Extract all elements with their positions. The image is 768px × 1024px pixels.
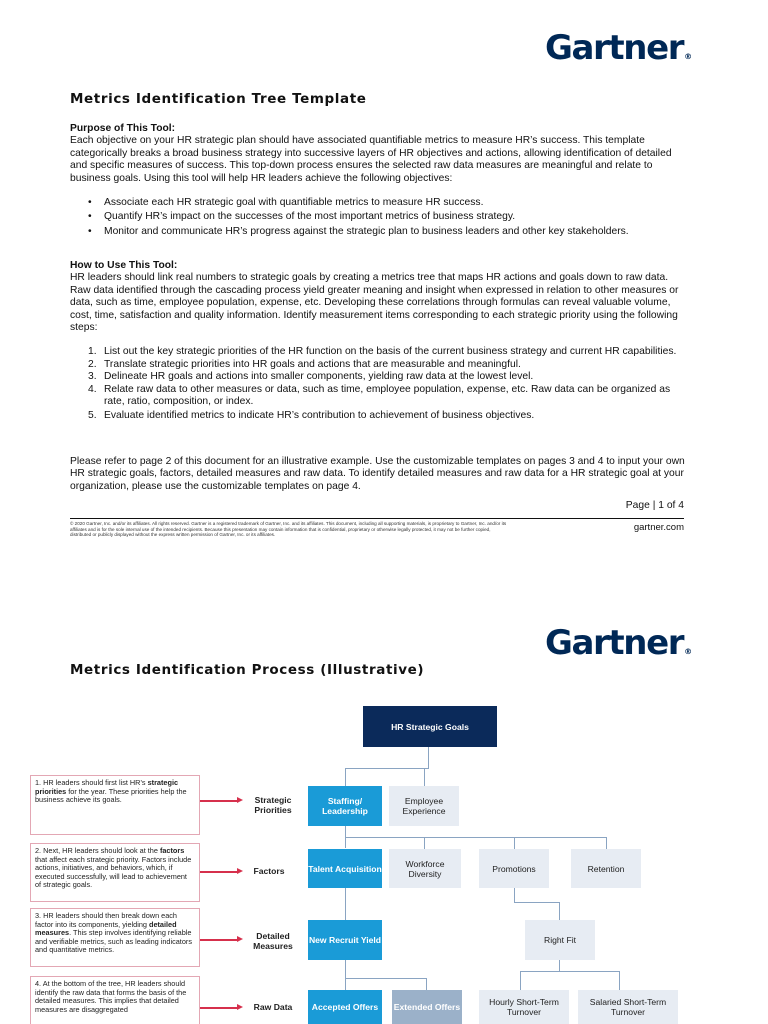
list-item bbox=[70, 371, 685, 383]
connector-line bbox=[345, 978, 427, 979]
list-item: • Associate each HR strategic goal with quantifiable metrics to measure HR success. bbox=[70, 197, 685, 209]
step-number: 3. bbox=[88, 371, 97, 383]
salaried-turnover-box: Salaried Short-Term Turnover bbox=[578, 990, 678, 1024]
list-item: • Monitor and communicate HR’s progress against the strategic plan to business leaders and other key stakeholders. bbox=[70, 226, 685, 238]
employee-experience-box: Employee Experience bbox=[389, 786, 459, 826]
note-text: that affect each strategic priority. Factors include actions, initiatives, and behaviors, which, if executed successfully, will lead to achievement of strategic goals. bbox=[35, 854, 192, 890]
step-number: 2. bbox=[88, 358, 97, 370]
note-text: for the year. These priorities help the business achieve its goals. bbox=[35, 786, 187, 805]
hr-strategic-goals-box: HR Strategic Goals bbox=[363, 706, 497, 747]
note-text: 1. HR leaders should first list HR’s bbox=[35, 778, 148, 787]
step-text: Delineate HR goals and actions into smaller components, yielding raw data at the lowest level. bbox=[104, 371, 534, 383]
connector-line bbox=[428, 747, 429, 769]
footer-site-link[interactable]: gartner.com bbox=[633, 522, 684, 533]
staffing-leadership-box: Staffing/ Leadership bbox=[308, 786, 382, 826]
step-number: 1. bbox=[88, 346, 97, 358]
arrow-icon bbox=[200, 1007, 238, 1009]
arrow-icon bbox=[200, 871, 238, 873]
list-item bbox=[70, 346, 685, 358]
gartner-logo bbox=[545, 28, 691, 68]
step-text: Evaluate identified metrics to indicate HR’s contribution to achievement of business objectives. bbox=[104, 410, 535, 422]
objectives-list bbox=[70, 197, 685, 238]
note-bold-term: strategic priorities bbox=[35, 778, 179, 796]
note-text: 3. HR leaders should then break down each factor into its components, yielding bbox=[35, 911, 177, 929]
connector-line bbox=[514, 837, 515, 849]
closing-text: Please refer to page 2 of this document for an illustrative example. Use the customizable templates on pages 3 and 4 to input your own HR strategic goals, factors, detailed measures and raw data. To identify detailed measures and raw data for a HR strategic goal at your organization, please use the customizable templates on page 4. bbox=[70, 456, 685, 492]
how-text: HR leaders should link real numbers to strategic goals by creating a metrics tree that maps HR actions and goals down to raw data. Raw data identified through the cascading process yield greater meaning and insight when expressed in relation to other measures or data, such as time, employee population, expense, etc. Developing these correlations through formulas can reveal valuable volume, cost, time, satisfaction and quality information. Identify measurement items corresponding to each strategic priority using the following steps: bbox=[70, 272, 679, 334]
step-note-strategic bbox=[30, 775, 200, 835]
list-item: • Quantify HR’s impact on the successes of the most important metrics of business strategy. bbox=[70, 211, 685, 223]
logo-text: Gartner bbox=[545, 623, 684, 663]
page-title: Metrics Identification Tree Template bbox=[70, 91, 367, 107]
steps-list bbox=[70, 346, 685, 422]
connector-line bbox=[345, 837, 607, 838]
hourly-turnover-box: Hourly Short-Term Turnover bbox=[479, 990, 569, 1024]
purpose-text: Each objective on your HR strategic plan should have associated quantifiable metrics to measure HR’s success. This template categorically breaks a broad business strategy into successive layers of HR objectives and actions, allowing identification of detailed and specific measures of success. This top-down process ensures the selected raw data measures are meaningful and relate to business goals. Using this tool will help HR leaders achieve the following objectives: bbox=[70, 135, 672, 184]
arrow-icon bbox=[200, 939, 238, 941]
step-note-detailed bbox=[30, 908, 200, 967]
right-fit-box: Right Fit bbox=[525, 920, 595, 960]
step-note-factors bbox=[30, 843, 200, 902]
purpose-section bbox=[70, 123, 685, 238]
retention-box: Retention bbox=[571, 849, 641, 888]
note-text: . This step involves identifying reliable and verifiable metrics, such as leading indicators and quantitative metrics. bbox=[35, 928, 192, 955]
connector-line bbox=[619, 971, 620, 990]
footer-divider bbox=[70, 518, 684, 519]
workforce-diversity-box: Workforce Diversity bbox=[389, 849, 461, 888]
step-number: 5. bbox=[88, 410, 97, 422]
connector-line bbox=[345, 768, 428, 769]
connector-line bbox=[520, 971, 521, 990]
row-label-factors: Factors bbox=[253, 866, 285, 876]
logo-registered-mark: ® bbox=[684, 647, 691, 656]
connector-line bbox=[345, 888, 346, 920]
step-text: List out the key strategic priorities of the HR function on the basis of the current business strategy and current HR capabilities. bbox=[104, 346, 677, 358]
page-title: Metrics Identification Process (Illustrative) bbox=[70, 662, 425, 678]
connector-line bbox=[520, 971, 620, 972]
note-text: 4. At the bottom of the tree, HR leaders should identify the raw data that forms the basis of the detailed measures. This implies that detailed measures are disaggregated bbox=[35, 979, 187, 1014]
arrow-icon bbox=[200, 800, 238, 802]
connector-line bbox=[606, 837, 607, 849]
connector-line bbox=[345, 960, 346, 990]
list-item bbox=[70, 384, 685, 409]
note-text: 2. Next, HR leaders should look at the bbox=[35, 846, 160, 855]
step-note-raw-data bbox=[30, 976, 200, 1024]
note-bold-term: detailed measures bbox=[35, 919, 177, 938]
connector-line bbox=[514, 902, 559, 903]
logo-text: Gartner bbox=[545, 28, 684, 68]
gartner-logo bbox=[545, 623, 691, 663]
logo-registered-mark: ® bbox=[684, 52, 691, 61]
connector-line bbox=[424, 768, 425, 786]
talent-acquisition-box: Talent Acquisition bbox=[308, 849, 382, 888]
step-text: Translate strategic priorities into HR goals and actions that are measurable and meaningful. bbox=[104, 358, 521, 370]
row-label-detailed-measures: Detailed Measures bbox=[253, 931, 293, 951]
step-number: 4. bbox=[88, 383, 97, 395]
list-item bbox=[70, 410, 685, 422]
connector-line bbox=[514, 888, 515, 902]
connector-line bbox=[424, 837, 425, 849]
promotions-box: Promotions bbox=[479, 849, 549, 888]
page-number: Page | 1 of 4 bbox=[625, 500, 684, 511]
extended-offers-box: Extended Offers bbox=[392, 990, 462, 1024]
connector-line bbox=[559, 902, 560, 920]
how-heading: How to Use This Tool: bbox=[70, 260, 178, 271]
list-item bbox=[70, 359, 685, 371]
accepted-offers-box: Accepted Offers bbox=[308, 990, 382, 1024]
row-label-strategic-priorities: Strategic Priorities bbox=[254, 795, 292, 815]
step-text: Relate raw data to other measures or data, such as time, employee population, expense, etc. Raw data can be organized as rate, ratio, composition, or index. bbox=[104, 383, 671, 408]
new-recruit-yield-box: New Recruit Yield bbox=[308, 920, 382, 960]
footer-copyright: © 2020 Gartner, Inc. and/or its affiliates. All rights reserved. Gartner is a registered trademark of Gartner, Inc. and its affiliates. This document, including all supporting materials, is proprietary to Gartner, Inc. and/or its affiliates and is for the sole internal use of the intended recipients. Because this presentation may contain information that is confidential, proprietary or otherwise legally protected, it may not be further copied, distributed or publicly displayed without the express written permission of Gartner, Inc. or its affiliates. bbox=[70, 521, 507, 538]
row-label-raw-data: Raw Data bbox=[253, 1002, 293, 1012]
note-bold-term: factors bbox=[159, 846, 185, 855]
connector-line bbox=[426, 978, 427, 990]
connector-line bbox=[345, 768, 346, 786]
how-to-section bbox=[70, 260, 685, 423]
purpose-heading: Purpose of This Tool: bbox=[70, 123, 176, 134]
